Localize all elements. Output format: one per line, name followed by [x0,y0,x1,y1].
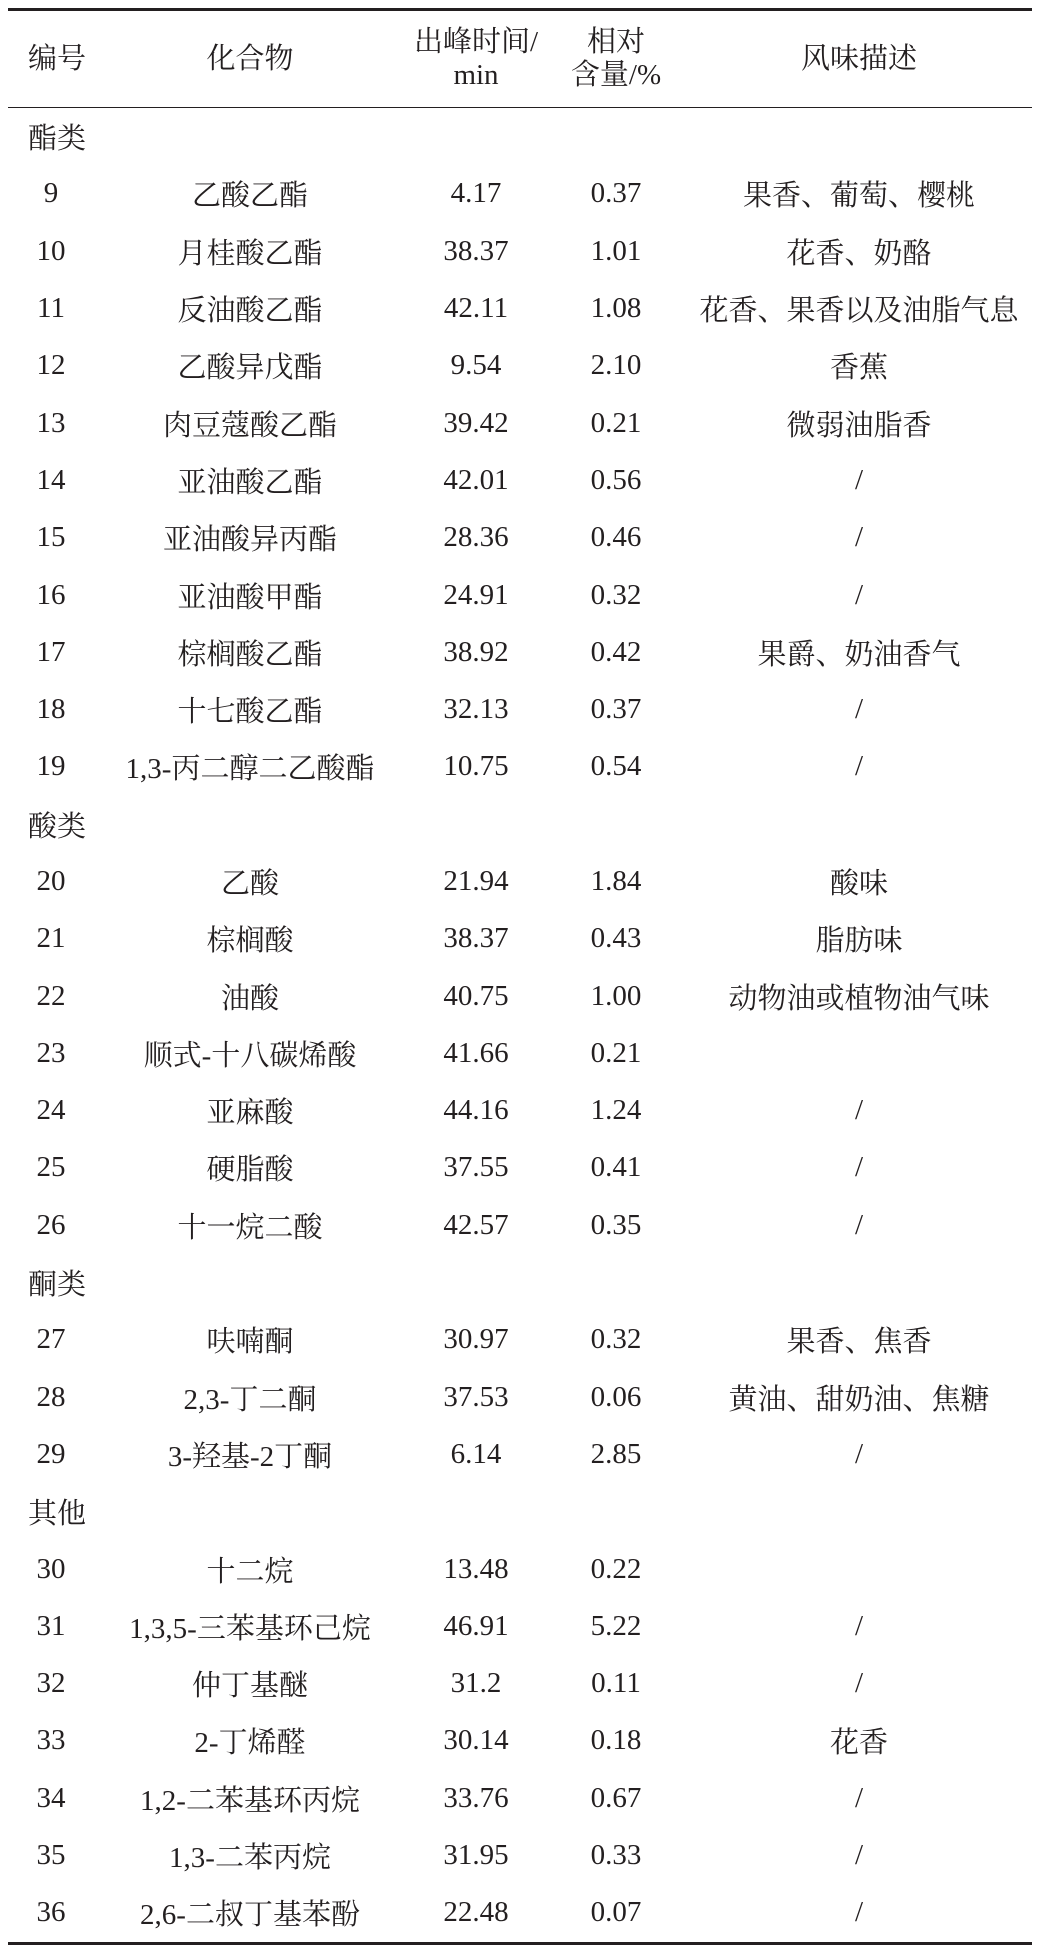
cell-id: 26 [36,1208,66,1241]
cell-relative-content: 0.32 [590,578,642,611]
cell-flavor: / [854,750,864,783]
cell-relative-content: 1.08 [590,292,642,325]
cell-relative-content: 0.67 [590,1781,642,1814]
group-row [8,1483,1032,1540]
cell-flavor: 微弱油脂香 [786,409,932,442]
cell-flavor [686,1025,1032,1082]
cell-flavor [686,1540,1032,1597]
cell-relative-content: 0.11 [591,1667,641,1700]
table-row [8,624,1032,681]
cell-id: 17 [36,635,66,668]
cell-flavor: 果爵、奶油香气 [757,638,961,671]
table-row [8,1139,1032,1196]
cell-flavor: / [854,1781,864,1814]
table-row [8,1311,1032,1368]
header-retention-time-line2: min [453,59,499,91]
cell-flavor: / [854,1208,864,1241]
cell-retention-time: 32.13 [443,693,509,726]
cell-flavor: / [854,1839,864,1872]
table-row [8,223,1032,280]
compound-table-container [8,8,1032,1945]
cell-retention-time: 44.16 [443,1094,509,1127]
cell-relative-content: 2.85 [590,1437,642,1470]
cell-relative-content: 1.01 [590,234,642,267]
cell-flavor: / [854,1437,864,1470]
cell-compound: 2-丁烯醛 [194,1727,306,1760]
cell-retention-time: 38.37 [443,234,509,267]
cell-id: 21 [36,922,66,955]
cell-id: 19 [36,750,66,783]
header-retention-time-line1: 出峰时间/ [413,26,539,58]
cell-id: 24 [36,1094,66,1127]
cell-relative-content: 0.33 [590,1839,642,1872]
cell-relative-content: 0.22 [590,1552,642,1585]
group-label: 酸类 [28,810,87,843]
header-relative-content-line2: 含量/% [570,59,662,91]
cell-retention-time: 4.17 [450,177,502,210]
cell-id: 16 [36,578,66,611]
cell-compound: 硬脂酸 [206,1154,294,1187]
cell-retention-time: 30.97 [443,1323,509,1356]
cell-compound: 棕榈酸乙酯 [177,638,323,671]
cell-relative-content: 0.07 [590,1896,642,1929]
group-label: 酮类 [28,1269,87,1302]
cell-retention-time: 24.91 [443,578,509,611]
cell-flavor: 果香、葡萄、樱桃 [742,180,975,213]
cell-compound: 呋喃酮 [206,1326,294,1359]
cell-id: 35 [36,1839,66,1872]
cell-compound: 亚油酸异丙酯 [162,524,337,557]
cell-relative-content: 0.43 [590,922,642,955]
cell-compound: 2,6-二叔丁基苯酚 [140,1899,360,1932]
cell-retention-time: 37.55 [443,1151,509,1184]
cell-compound: 油酸 [220,982,279,1015]
cell-flavor: 脂肪味 [815,925,903,958]
cell-id: 10 [36,234,66,267]
cell-compound: 1,3-二苯丙烷 [169,1842,331,1875]
cell-retention-time: 9.54 [450,349,502,382]
cell-id: 28 [36,1380,66,1413]
cell-compound: 亚油酸乙酯 [177,466,323,499]
cell-id: 29 [36,1437,66,1470]
cell-compound: 反油酸乙酯 [177,295,323,328]
cell-relative-content: 0.21 [590,1036,642,1069]
cell-flavor: / [854,1667,864,1700]
cell-retention-time: 42.01 [443,463,509,496]
cell-relative-content: 0.21 [590,406,642,439]
cell-relative-content: 0.41 [590,1151,642,1184]
header-compound: 化合物 [206,42,294,75]
cell-id: 33 [36,1724,66,1757]
group-row [8,1254,1032,1311]
cell-retention-time: 39.42 [443,406,509,439]
cell-id: 32 [36,1667,66,1700]
group-label: 其他 [28,1498,87,1531]
cell-retention-time: 33.76 [443,1781,509,1814]
header-flavor: 风味描述 [800,42,917,75]
cell-compound: 2,3-丁二酮 [183,1383,317,1416]
cell-retention-time: 42.57 [443,1208,509,1241]
cell-retention-time: 46.91 [443,1609,509,1642]
cell-compound: 1,3,5-三苯基环己烷 [129,1612,371,1645]
cell-flavor: / [854,693,864,726]
table-row [8,394,1032,451]
cell-retention-time: 30.14 [443,1724,509,1757]
cell-id: 31 [36,1609,66,1642]
cell-flavor: 花香、果香以及油脂气息 [699,295,1019,328]
cell-retention-time: 28.36 [443,521,509,554]
cell-id: 22 [36,979,66,1012]
table-row [8,1197,1032,1254]
header-relative-content-line1: 相对 [586,26,645,58]
cell-compound: 亚麻酸 [206,1097,294,1130]
cell-flavor: 花香 [829,1727,888,1760]
cell-compound: 十七酸乙酯 [177,696,323,729]
table-row [8,1082,1032,1139]
cell-retention-time: 22.48 [443,1896,509,1929]
cell-id: 18 [36,693,66,726]
cell-flavor: 果香、焦香 [786,1326,932,1359]
table-row [8,1025,1032,1082]
cell-compound: 1,2-二苯基环丙烷 [140,1784,360,1817]
header-row [8,10,1032,108]
cell-compound: 3-羟基-2丁酮 [167,1440,333,1473]
cell-compound: 肉豆蔻酸乙酯 [162,409,337,442]
cell-relative-content: 0.06 [590,1380,642,1413]
cell-id: 23 [36,1036,66,1069]
cell-compound: 月桂酸乙酯 [177,237,323,270]
table-row [8,1770,1032,1827]
table-row [8,853,1032,910]
cell-relative-content: 0.32 [590,1323,642,1356]
cell-compound: 十一烷二酸 [177,1211,323,1244]
cell-id: 25 [36,1151,66,1184]
cell-id: 14 [36,463,66,496]
cell-compound: 乙酸异戊酯 [177,352,323,385]
header-retention-time [406,10,546,108]
cell-retention-time: 42.11 [443,292,509,325]
cell-relative-content: 5.22 [590,1609,642,1642]
cell-retention-time: 6.14 [450,1437,502,1470]
cell-retention-time: 13.48 [443,1552,509,1585]
group-label: 酯类 [28,123,87,156]
cell-retention-time: 41.66 [443,1036,509,1069]
table-row [8,509,1032,566]
cell-flavor: / [854,578,864,611]
table-row [8,1426,1032,1483]
cell-compound: 乙酸 [220,868,279,900]
cell-flavor: 黄油、甜奶油、焦糖 [728,1383,990,1416]
cell-relative-content: 0.37 [590,693,642,726]
cell-flavor: 花香、奶酪 [786,237,932,270]
table-row [8,738,1032,795]
table-body [8,108,1032,1944]
table-row [8,681,1032,738]
cell-relative-content: 1.00 [590,979,642,1012]
cell-relative-content: 0.18 [590,1724,642,1757]
table-row [8,1827,1032,1884]
group-row [8,796,1032,853]
table-row [8,165,1032,222]
cell-id: 13 [36,406,66,439]
table-row [8,1884,1032,1943]
table-row [8,1598,1032,1655]
cell-id: 36 [36,1896,66,1929]
volatile-compound-table [8,8,1032,1945]
cell-compound: 棕榈酸 [206,925,294,958]
cell-retention-time: 38.92 [443,635,509,668]
cell-relative-content: 0.37 [590,177,642,210]
cell-id: 12 [36,349,66,382]
cell-compound: 顺式-十八碳烯酸 [143,1039,357,1072]
cell-compound: 乙酸乙酯 [191,180,308,213]
cell-retention-time: 31.2 [450,1667,502,1700]
cell-compound: 1,3-丙二醇二乙酸酯 [125,753,375,786]
cell-retention-time: 10.75 [443,750,509,783]
cell-compound: 十二烷 [206,1555,294,1588]
table-row [8,452,1032,509]
cell-retention-time: 40.75 [443,979,509,1012]
table-row [8,337,1032,394]
cell-relative-content: 1.84 [590,865,642,897]
cell-relative-content: 1.24 [590,1094,642,1127]
cell-retention-time: 37.53 [443,1380,509,1413]
table-row [8,1369,1032,1426]
cell-relative-content: 2.10 [590,349,642,382]
cell-id: 27 [36,1323,66,1356]
cell-flavor: / [854,1094,864,1127]
cell-flavor: / [854,1609,864,1642]
group-row [8,108,1032,166]
cell-id: 20 [36,865,66,897]
cell-flavor: 香蕉 [829,352,888,385]
cell-retention-time: 31.95 [443,1839,509,1872]
cell-relative-content: 0.54 [590,750,642,783]
cell-id: 11 [37,292,65,325]
cell-flavor: / [854,1151,864,1184]
cell-compound: 仲丁基醚 [191,1670,308,1703]
table-row [8,1540,1032,1597]
cell-id: 15 [36,521,66,554]
cell-id: 34 [36,1781,66,1814]
cell-relative-content: 0.46 [590,521,642,554]
table-row [8,566,1032,623]
cell-relative-content: 0.42 [590,635,642,668]
table-row [8,910,1032,967]
cell-flavor: / [854,1896,864,1929]
cell-flavor: / [854,521,864,554]
cell-relative-content: 0.35 [590,1208,642,1241]
header-id: 编号 [28,42,87,75]
cell-retention-time: 21.94 [443,865,509,897]
cell-flavor: 酸味 [829,868,888,900]
table-row [8,967,1032,1024]
table-row [8,1655,1032,1712]
cell-compound: 亚油酸甲酯 [177,581,323,614]
cell-id: 30 [36,1552,66,1585]
cell-flavor: / [854,463,864,496]
cell-id: 9 [43,177,59,210]
header-relative-content [546,10,686,108]
cell-relative-content: 0.56 [590,463,642,496]
table-header [8,10,1032,108]
table-row [8,1712,1032,1769]
cell-retention-time: 38.37 [443,922,509,955]
table-row [8,280,1032,337]
cell-flavor: 动物油或植物油气味 [728,982,990,1015]
